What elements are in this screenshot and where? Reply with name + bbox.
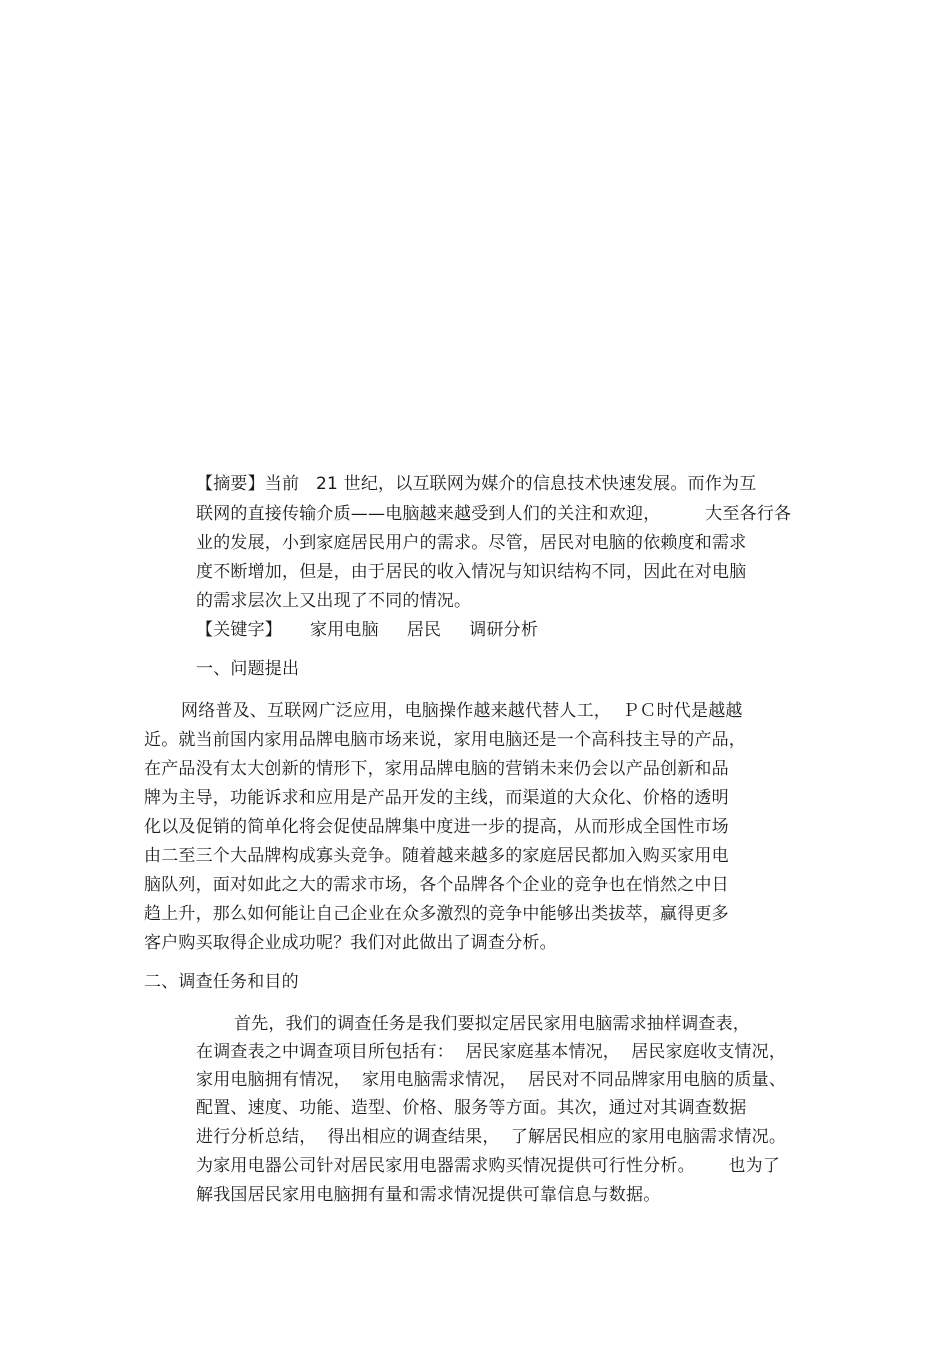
paragraph-line: 进行分析总结， 得出相应的调查结果， 了解居民相应的家用电脑需求情况。 [196,1127,787,1147]
abstract-line: 的需求层次上又出现了不同的情况。 [196,591,472,611]
paragraph-line: 配置、速度、功能、造型、价格、服务等方面。其次，通过对其调查数据 [196,1098,747,1118]
paragraph-line: 首先，我们的调查任务是我们要拟定居民家用电脑需求抽样调查表， [234,1014,750,1034]
paragraph-line: 为家用电器公司针对居民家用电器需求购买情况提供可行性分析。 也为了 [196,1156,781,1176]
paragraph-line: 化以及促销的简单化将会促使品牌集中度进一步的提高，从而形成全国性市场 [144,817,729,837]
paragraph-line: 网络普及、互联网广泛应用，电脑操作越来越代替人工， ＰＣ时代是越越 [181,701,743,721]
paragraph-line: 脑队列，面对如此之大的需求市场，各个品牌各个企业的竞争也在悄然之中日 [144,875,729,895]
paragraph-line: 在调查表之中调查项目所包括有： 居民家庭基本情况， 居民家庭收支情况， [196,1042,787,1062]
paragraph-line: 趋上升，那么如何能让自己企业在众多激烈的竞争中能够出类拔萃，赢得更多 [144,904,729,924]
paragraph-line: 近。就当前国内家用品牌电脑市场来说，家用电脑还是一个高科技主导的产品， [144,730,746,750]
paragraph-line: 在产品没有太大创新的情形下，家用品牌电脑的营销未来仍会以产品创新和品 [144,759,729,779]
abstract-line: 度不断增加，但是，由于居民的收入情况与知识结构不同，因此在对电脑 [196,562,747,582]
section-heading: 二、调查任务和目的 [144,972,299,992]
paragraph-line: 由二至三个大品牌构成寡头竞争。随着越来越多的家庭居民都加入购买家用电 [144,846,729,866]
keywords-line: 【关键字】 家用电脑 居民 调研分析 [196,620,539,640]
abstract-line: 业的发展，小到家庭居民用户的需求。尽管，居民对电脑的依赖度和需求 [196,533,747,553]
paragraph-line: 牌为主导，功能诉求和应用是产品开发的主线，而渠道的大众化、价格的透明 [144,788,729,808]
abstract-line: 【摘要】当前 21 世纪，以互联网为媒介的信息技术快速发展。而作为互 [196,474,757,494]
paragraph-line: 客户购买取得企业成功呢？我们对此做出了调查分析。 [144,933,557,953]
section-heading: 一、问题提出 [196,659,300,679]
abstract-line: 联网的直接传输介质——电脑越来越受到人们的关注和欢迎， 大至各行各 [196,504,792,524]
paragraph-line: 解我国居民家用电脑拥有量和需求情况提供可靠信息与数据。 [196,1185,661,1205]
paragraph-line: 家用电脑拥有情况， 家用电脑需求情况， 居民对不同品牌家用电脑的质量、 [196,1070,787,1090]
